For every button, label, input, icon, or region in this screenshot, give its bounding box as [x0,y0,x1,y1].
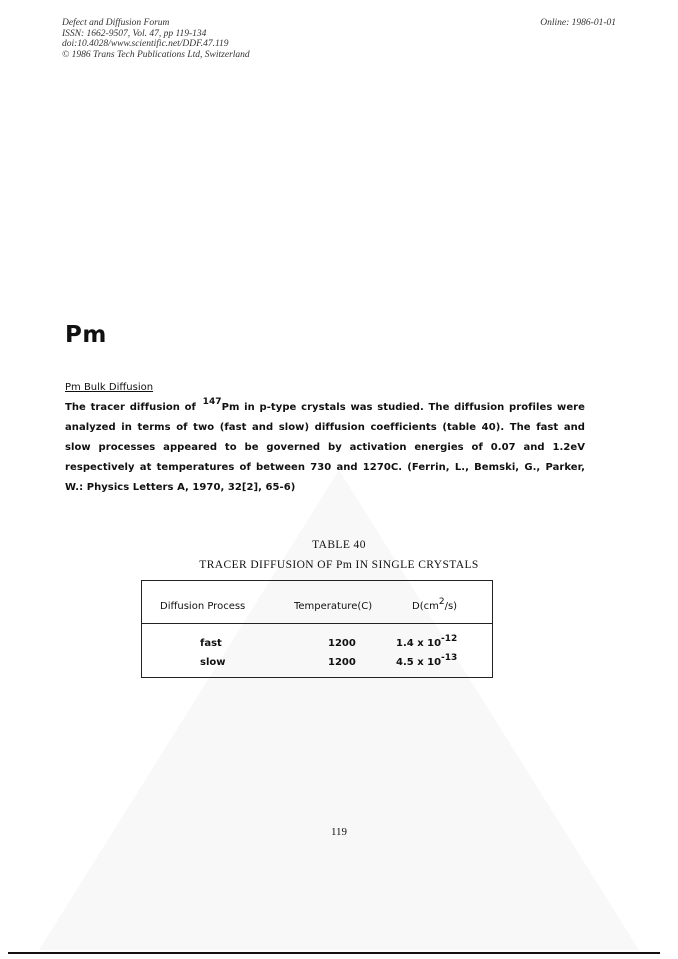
row-fast-process: fast [200,638,222,649]
diffusion-table [141,580,493,678]
journal-header [62,18,250,60]
header-d-prefix: D(cm [412,601,439,612]
bottom-rule [8,952,660,954]
paragraph-start: The tracer diffusion of [65,402,201,413]
row-slow-mantissa: 4.5 x 10 [396,657,442,668]
header-diffusion-process: Diffusion Process [160,601,246,612]
section-body [65,378,585,498]
paragraph-rest: Pm in p-type crystals was studied. The diffusion profiles were analyzed in terms of two (fast and slow) diffusion coefficients (table 40). The fast and slow processes appeared to be governed by activation energies of 0.07 and 1.2eV respectively at temperatures of between 730 and 1270C. (Ferrin, L., Bemski, G., Parker, W.: Physics Letters A, 1970, 32[2], 65-6) [65,402,585,493]
table-number: TABLE 40 [312,539,366,551]
row-fast-exponent: -12 [441,634,458,644]
section-paragraph [65,398,585,498]
row-slow-coefficient [396,653,458,668]
issn-line: ISSN: 1662-9507, Vol. 47, pp 119-134 [62,28,207,39]
header-diffusion-coefficient [412,597,458,612]
row-slow-exponent: -13 [441,653,458,663]
table-title: TRACER DIFFUSION OF Pm IN SINGLE CRYSTALS [199,559,479,571]
online-date: Online: 1986-01-01 [540,18,616,28]
row-slow-temperature: 1200 [328,657,356,668]
header-d-suffix: /s) [444,601,458,612]
header-d-superscript: 2 [438,597,445,607]
row-fast-mantissa: 1.4 x 10 [396,638,442,649]
section-title: Pm Bulk Diffusion [65,382,154,393]
header-temperature: Temperature(C) [294,601,373,612]
row-slow-process: slow [200,657,226,668]
isotope-mass-superscript: 147 [202,397,222,407]
copyright-line: © 1986 Trans Tech Publications Ltd, Switzerland [62,49,250,60]
element-heading: Pm [65,322,107,348]
table-header-row [142,581,492,624]
journal-name: Defect and Diffusion Forum [62,18,170,28]
doi-link[interactable]: doi:10.4028/www.scientific.net/DDF.47.119 [62,39,229,49]
row-fast-temperature: 1200 [328,638,356,649]
page-number: 119 [330,826,348,838]
row-fast-coefficient [396,634,458,649]
